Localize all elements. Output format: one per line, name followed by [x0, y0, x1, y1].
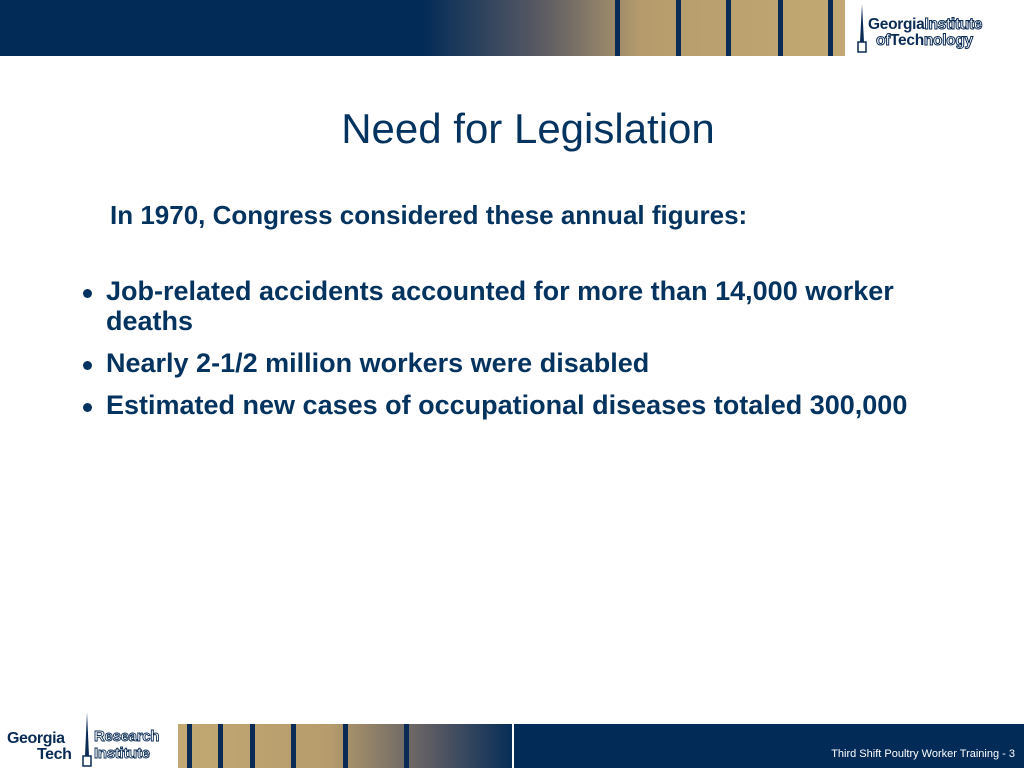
logo-georgia: Georgia — [7, 730, 65, 747]
logo-line-1: GeorgiaInstitute — [868, 16, 983, 33]
bullet-item — [80, 276, 930, 336]
bullet-text: Estimated new cases of occupational diseases totaled 300,000 — [106, 390, 908, 420]
banner-stripe — [250, 724, 255, 768]
footer-text: Third Shift Poultry Worker Training - 3 — [831, 748, 1015, 760]
bullet-dot-icon — [83, 361, 92, 370]
spire-icon — [857, 4, 867, 54]
logo-line-2: ofTechnology — [876, 32, 973, 49]
banner-stripe — [726, 0, 731, 56]
banner-stripe — [778, 0, 783, 56]
banner-divider — [512, 724, 514, 768]
logo-institute: Institute — [94, 745, 150, 762]
bullet-item — [80, 348, 930, 378]
slide-title: Need for Legislation — [341, 105, 715, 152]
bullet-dot-icon — [83, 289, 92, 298]
spire-icon — [82, 712, 92, 768]
gtri-logo — [0, 712, 178, 768]
footer-banner — [178, 724, 1024, 768]
georgia-tech-logo — [845, 0, 1024, 56]
header-banner — [0, 0, 845, 56]
banner-stripe — [187, 724, 192, 768]
banner-stripe — [343, 724, 348, 768]
bullet-item — [80, 390, 930, 420]
banner-stripe — [828, 0, 833, 56]
bullet-dot-icon — [83, 403, 92, 412]
banner-stripe — [218, 724, 223, 768]
banner-stripe — [291, 724, 296, 768]
logo-research: Research — [94, 728, 160, 745]
logo-tech: Tech — [37, 746, 72, 763]
bullet-text: Job-related accidents accounted for more than 14,000 worker deaths — [106, 276, 894, 336]
banner-stripe — [676, 0, 681, 56]
slide-subtitle: In 1970, Congress considered these annual figures: — [110, 200, 748, 230]
banner-stripe — [404, 724, 409, 768]
bullet-text: Nearly 2-1/2 million workers were disabled — [106, 348, 650, 378]
bullet-list — [80, 276, 930, 432]
banner-stripe — [615, 0, 620, 56]
